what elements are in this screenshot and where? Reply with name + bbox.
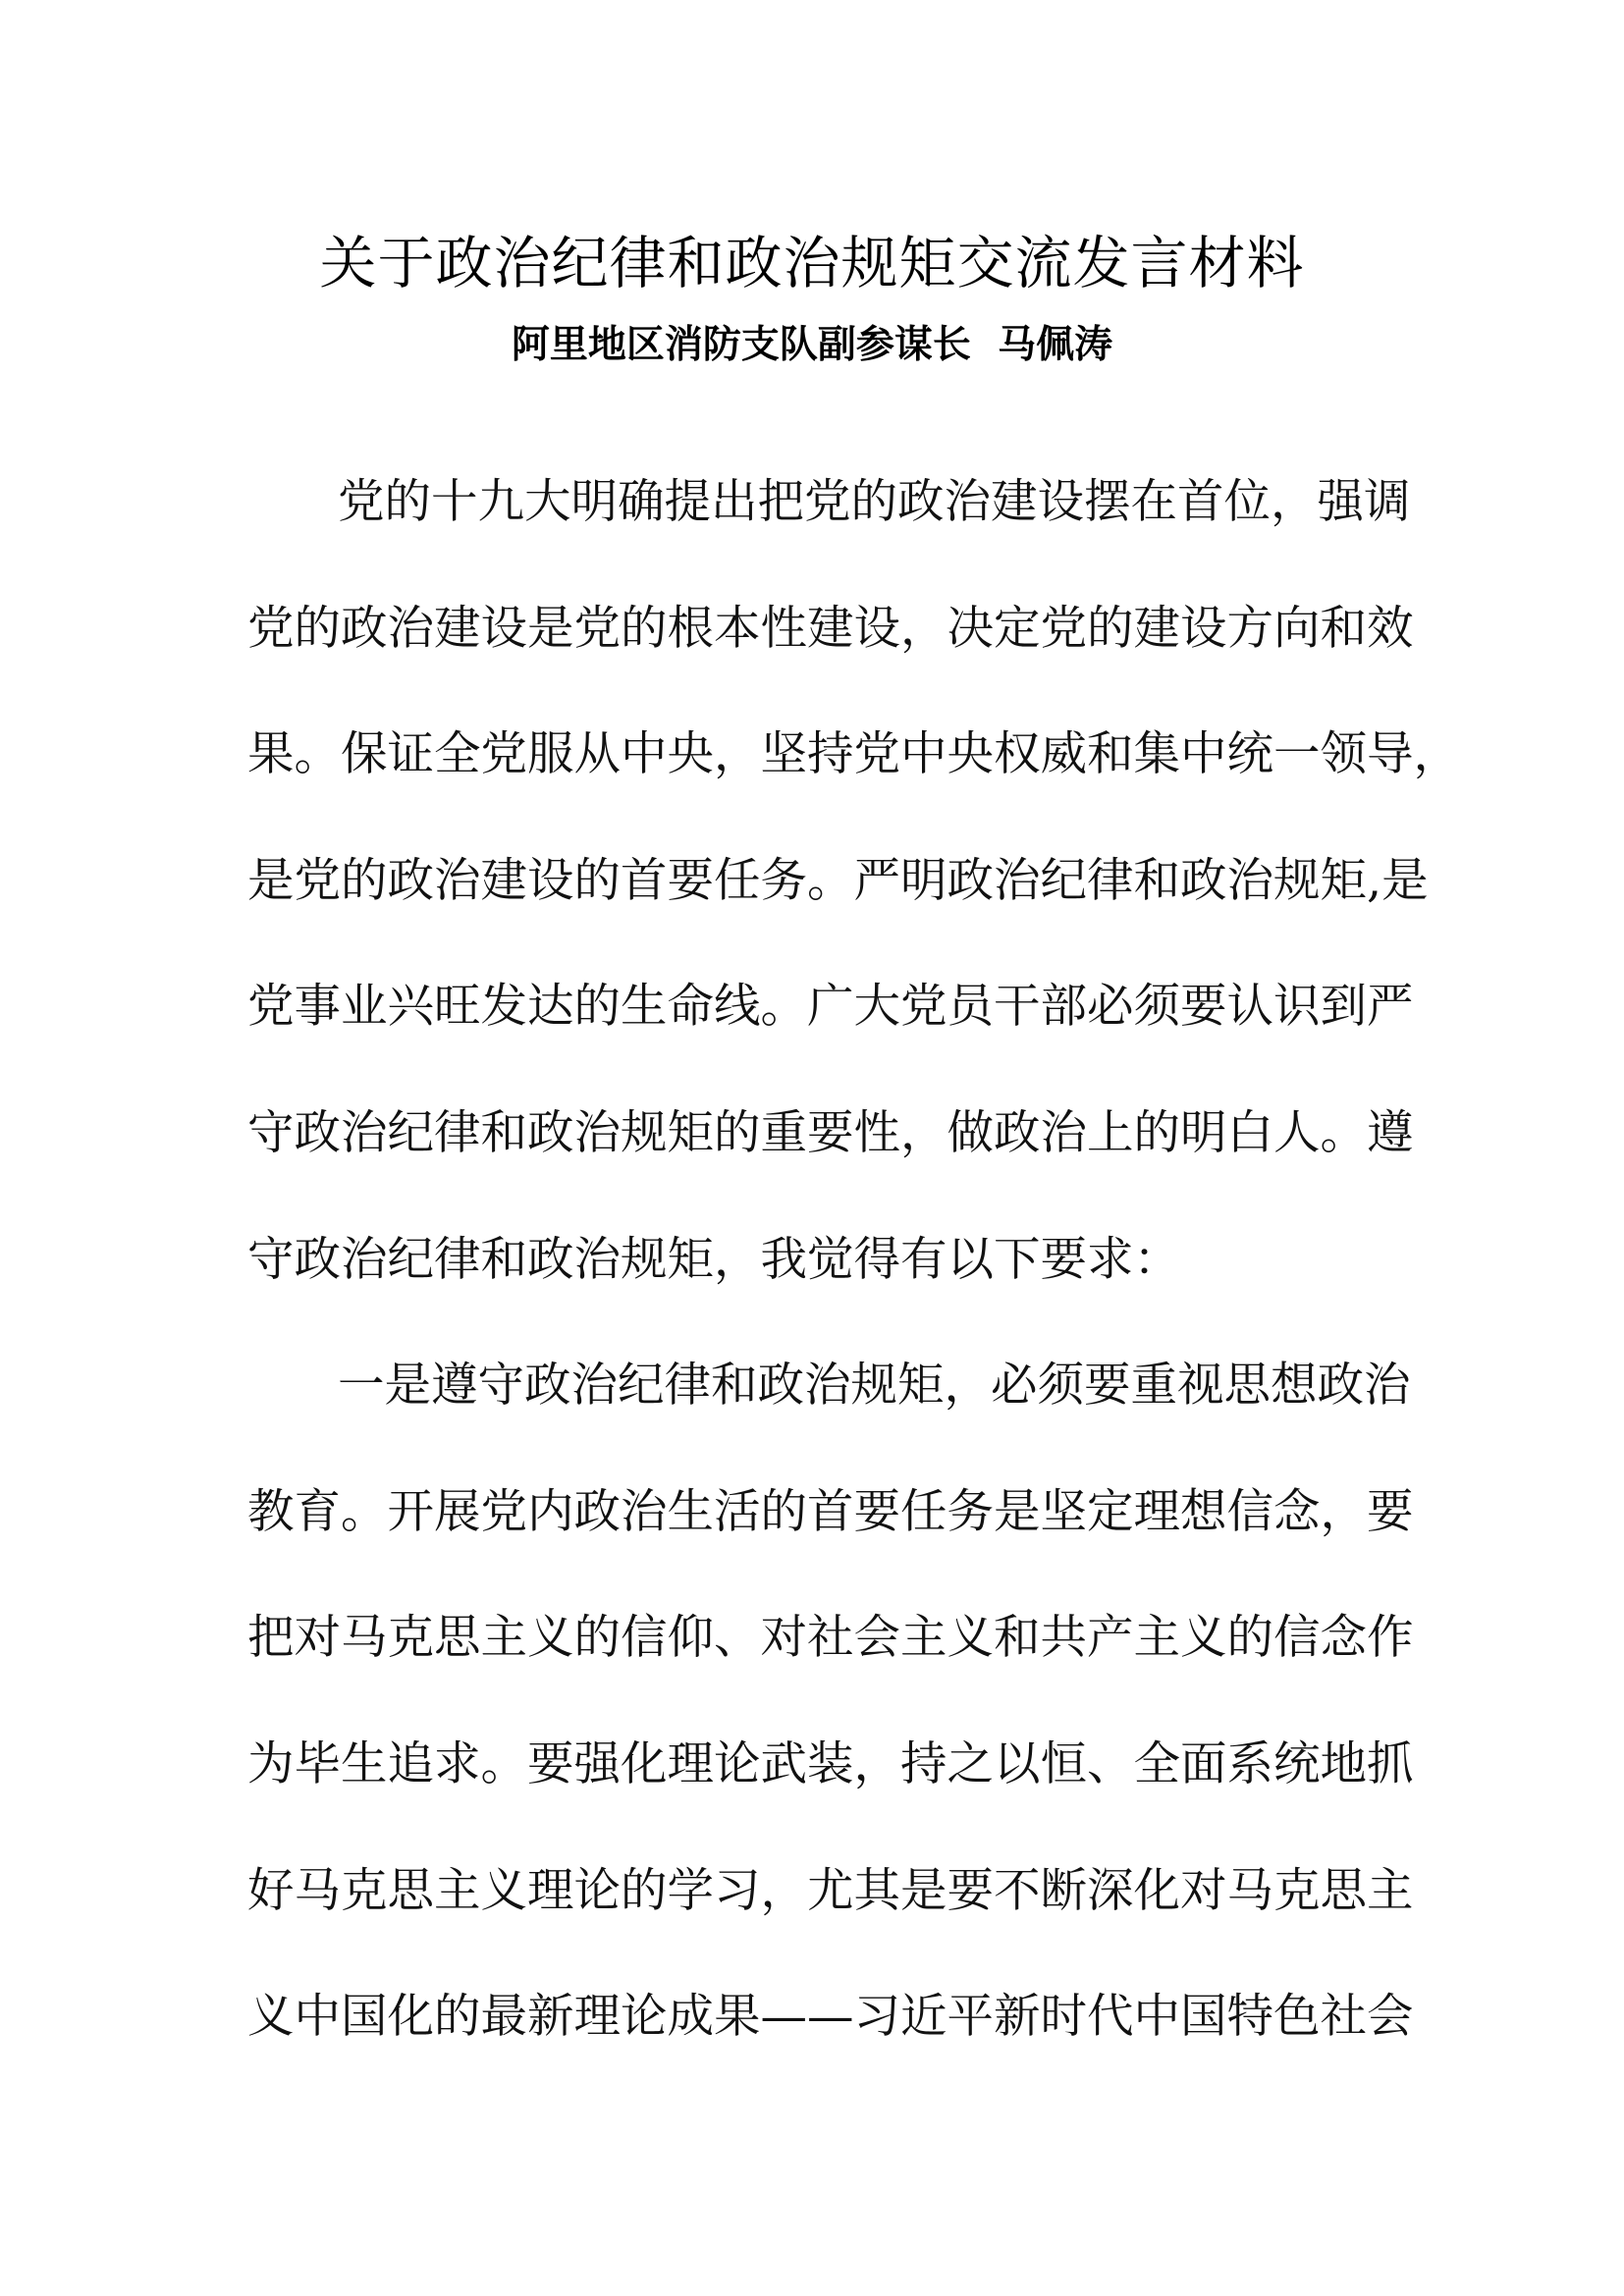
document-body (247, 440, 1460, 2081)
document-title: 关于政治纪律和政治规矩交流发言材料 (319, 230, 1305, 296)
paragraph-line: 好马克思主义理论的学习，尤其是要不断深化对马克思主 (247, 1863, 1414, 1918)
paragraph-line: 守政治纪律和政治规矩，我觉得有以下要求： (247, 1232, 1180, 1287)
paragraph-line: 党事业兴旺发达的生命线。广大党员干部必须要认识到严 (247, 980, 1414, 1035)
paragraph-line: 党的十九大明确提出把党的政治建设摆在首位，强调 (338, 475, 1411, 529)
author-line: 阿里地区消防支队副参谋长 马佩涛 (511, 323, 1113, 367)
paragraph-line: 为毕生追求。要强化理论武装，持之以恒、全面系统地抓 (247, 1736, 1414, 1791)
paragraph-line: 把对马克思主义的信仰、对社会主义和共产主义的信念作 (247, 1611, 1414, 1666)
paragraph-line: 一是遵守政治纪律和政治规矩，必须要重视思想政治 (338, 1359, 1411, 1414)
paragraph-line: 是党的政治建设的首要任务。严明政治纪律和政治规矩,是 (247, 853, 1429, 908)
paragraph-line: 教育。开展党内政治生活的首要任务是坚定理想信念，要 (247, 1484, 1414, 1539)
paragraph-line: 义中国化的最新理论成果——习近平新时代中国特色社会 (247, 1990, 1414, 2045)
paragraph-line: 党的政治建设是党的根本性建设，决定党的建设方向和效 (247, 601, 1414, 656)
paragraph-line: 果。保证全党服从中央，坚持党中央权威和集中统一领导， (247, 727, 1460, 782)
paragraph-line: 守政治纪律和政治规矩的重要性，做政治上的明白人。遵 (247, 1105, 1414, 1160)
